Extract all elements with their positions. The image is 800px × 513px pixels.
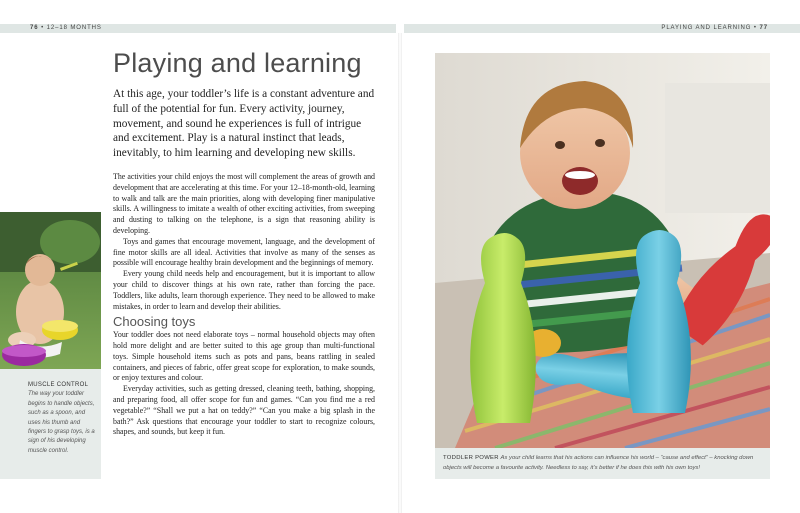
- page-number-right: 77: [759, 25, 768, 31]
- muscle-control-caption: [28, 381, 96, 456]
- body-paragraph: Every young child needs help and encouragement, but it is important to allow your child to discover things at his own rate, rather than forcing the pace. Toddlers, like adults, learn thorough experience. They need to be allowed to make mistakes, in order to learn and develop their abilities.: [113, 269, 375, 311]
- section-name-left: 12–18 MONTHS: [46, 25, 102, 31]
- page-number-left: 76: [30, 25, 39, 31]
- book-gutter: [398, 33, 402, 513]
- toddler-bowling-photo: [435, 53, 770, 448]
- body-paragraph: Toys and games that encourage movement, language, and the development of fine motor skills are all ideal. Activities that involve as many of the senses as possible will encourage healthy brain development and the beginnings of memory.: [113, 236, 375, 268]
- caption-label: MUSCLE CONTROL: [28, 382, 89, 388]
- caption-text: The way your toddler begins to handle objects, such as a spoon, and uses his thumb and fingers to grasp toys, is a sign of his developing muscle control.: [28, 391, 95, 454]
- caption-label: TODDLER POWER: [443, 455, 499, 461]
- caption-text: As your child learns that his actions can influence his world – “cause and effect” – knocking down objects will become a favourite activity. Needless to say, it’s better if he does this with his own toys!: [443, 455, 754, 471]
- intro-paragraph: At this age, your toddler’s life is a constant adventure and full of the potential for fun. Every activity, journey, movement, and sound he experiences is full of intrigue and excitement. Play is a natural instinct that leads, inevitably, to him learning and developing new skills.: [113, 88, 375, 160]
- toddler-eating-photo: [0, 212, 101, 369]
- header-bullet: •: [753, 25, 757, 31]
- toddler-power-caption: [443, 454, 765, 473]
- running-head-right: [661, 24, 768, 33]
- body-text: [113, 172, 375, 438]
- header-bullet: •: [41, 25, 45, 31]
- page-title: Playing and learning: [113, 48, 362, 78]
- section-name-right: PLAYING AND LEARNING: [661, 25, 752, 31]
- running-head-left: [30, 24, 102, 33]
- subheading-choosing-toys: Choosing toys: [113, 314, 196, 330]
- body-paragraph: The activities your child enjoys the most will complement the areas of growth and development that are accelerating at this time. For your 12–18-month-old, learning to walk and talk are the main priorities, along with developing finer manipulative skills. A willingness to imitate a wealth of other exciting activities, from sweeping and dusting to talking on the telephone, is a sign that reasoning ability is developing.: [113, 172, 375, 235]
- body-paragraph: Everyday activities, such as getting dressed, cleaning teeth, bathing, shopping, and preparing food, all offer scope for fun and games. “Can you find me a red vegetable?” “Shall we put a hat on teddy?” “Can you make a big splash in the bath?” Ask questions that encourage your toddler to start to recognize colours, shapes, and sounds, but keep it fun.: [113, 384, 375, 437]
- body-paragraph: Your toddler does not need elaborate toys – normal household objects may often hold more delight and are better suited to this age group than multi-functional toys. Simple household items such as pots and pans, beans rattling in sealed containers, and pieces of fabric, offer great scope for exploration, to make sounds, or enjoy textures and colour.: [113, 330, 375, 383]
